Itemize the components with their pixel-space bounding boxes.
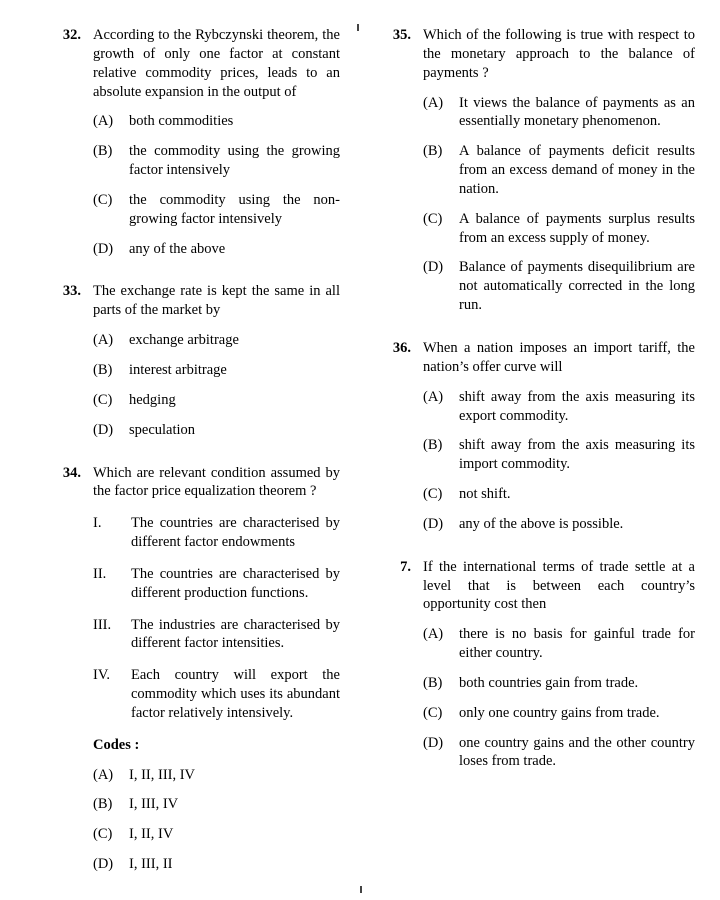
option-d bbox=[423, 734, 695, 772]
option-text: hedging bbox=[129, 391, 176, 408]
option-label: (A) bbox=[93, 332, 114, 349]
question-text: When a nation imposes an import tariff, the nation’s offer curve will bbox=[423, 339, 695, 375]
option-text: A balance of payments deficit results from an excess demand of money in the nation. bbox=[459, 143, 695, 197]
option-c bbox=[93, 391, 340, 410]
option-text: any of the above bbox=[129, 240, 226, 257]
question-33 bbox=[55, 282, 340, 439]
option-text: It views the balance of payments as an essentially monetary phenomenon. bbox=[459, 94, 695, 130]
option-text: I, II, III, IV bbox=[129, 766, 196, 783]
option-text: the commodity using the non-growing factor intensively bbox=[129, 191, 340, 227]
option-label: (D) bbox=[423, 734, 444, 751]
question-body bbox=[423, 558, 695, 772]
option-c bbox=[93, 191, 340, 229]
option-text: there is no basis for gainful trade for either country. bbox=[459, 626, 695, 662]
option-text: only one country gains from trade. bbox=[459, 704, 660, 721]
statement-iv bbox=[93, 666, 340, 723]
option-b bbox=[93, 795, 340, 814]
option-label: (D) bbox=[423, 259, 444, 276]
option-label: (C) bbox=[93, 391, 113, 408]
option-text: Balance of payments disequilibrium are not automatically corrected in the long run. bbox=[459, 259, 695, 314]
question-number: 34. bbox=[62, 464, 81, 481]
option-d bbox=[93, 240, 340, 259]
question-36 bbox=[385, 339, 695, 534]
option-text: the commodity using the growing factor intensively bbox=[129, 143, 340, 179]
option-b bbox=[423, 436, 695, 474]
option-b bbox=[423, 674, 695, 693]
option-text: both countries gain from trade. bbox=[459, 674, 639, 691]
question-text: Which are relevant condition assumed by the factor price equalization theorem ? bbox=[93, 464, 340, 500]
option-text: A balance of payments surplus results from an excess supply of money. bbox=[459, 210, 695, 246]
fold-tick-bottom-icon bbox=[360, 886, 362, 893]
option-a bbox=[423, 388, 695, 426]
statement-label: II. bbox=[93, 565, 107, 582]
statement-iii bbox=[93, 616, 340, 654]
option-label: (B) bbox=[93, 143, 113, 160]
option-label: (C) bbox=[423, 486, 443, 503]
option-c bbox=[423, 704, 695, 723]
statement-text: The industries are characterised by different factor intensities. bbox=[131, 616, 340, 652]
option-label: (B) bbox=[423, 437, 443, 454]
option-label: (C) bbox=[423, 210, 443, 227]
option-label: (D) bbox=[93, 240, 114, 257]
option-text: both commodities bbox=[129, 113, 234, 130]
option-text: exchange arbitrage bbox=[129, 332, 239, 349]
statement-text: Each country will export the commodity which uses its abundant factor relatively intensively. bbox=[131, 667, 340, 721]
option-label: (B) bbox=[423, 674, 443, 691]
option-label: (A) bbox=[423, 626, 444, 643]
option-c bbox=[423, 210, 695, 248]
question-34 bbox=[55, 464, 340, 875]
option-label: (A) bbox=[93, 113, 114, 130]
option-label: (B) bbox=[93, 796, 113, 813]
option-d bbox=[93, 421, 340, 440]
question-35 bbox=[385, 26, 695, 315]
option-b bbox=[423, 142, 695, 199]
option-text: not shift. bbox=[459, 486, 511, 503]
option-label: (D) bbox=[93, 421, 114, 438]
option-label: (A) bbox=[93, 766, 114, 783]
option-text: I, II, IV bbox=[129, 826, 174, 843]
question-32 bbox=[55, 26, 340, 258]
question-text: Which of the following is true with respect to the monetary approach to the balance of payments ? bbox=[423, 27, 695, 81]
option-text: any of the above is possible. bbox=[459, 515, 624, 532]
question-number: 7. bbox=[400, 558, 411, 575]
question-body bbox=[93, 464, 340, 875]
option-text: shift away from the axis measuring its import commodity. bbox=[459, 437, 695, 473]
question-number: 32. bbox=[62, 27, 81, 43]
option-a bbox=[93, 766, 340, 785]
option-d bbox=[423, 515, 695, 534]
question-number: 36. bbox=[392, 339, 411, 356]
option-label: (C) bbox=[93, 826, 113, 843]
option-label: (A) bbox=[423, 94, 444, 111]
option-a bbox=[423, 625, 695, 663]
option-text: speculation bbox=[129, 421, 196, 438]
question-body bbox=[423, 26, 695, 315]
option-label: (C) bbox=[93, 191, 113, 208]
question-number: 35. bbox=[392, 27, 411, 43]
question-7 bbox=[385, 558, 695, 772]
question-text: If the international terms of trade settle at a level that is between each country’s opportunity cost then bbox=[423, 558, 695, 613]
statement-ii bbox=[93, 565, 340, 603]
option-d bbox=[423, 258, 695, 315]
question-body bbox=[423, 339, 695, 534]
option-d bbox=[93, 855, 340, 874]
codes-label: Codes : bbox=[93, 736, 140, 753]
option-label: (A) bbox=[423, 388, 444, 405]
option-c bbox=[423, 485, 695, 504]
question-body bbox=[93, 26, 340, 258]
option-b bbox=[93, 142, 340, 180]
question-text: The exchange rate is kept the same in all parts of the market by bbox=[93, 283, 340, 319]
statement-i bbox=[93, 514, 340, 552]
option-text: shift away from the axis measuring its export commodity. bbox=[459, 388, 695, 424]
question-number: 33. bbox=[62, 283, 81, 300]
option-a bbox=[423, 94, 695, 132]
right-column bbox=[385, 26, 695, 892]
option-a bbox=[93, 112, 340, 131]
option-label: (B) bbox=[93, 361, 113, 378]
option-label: (D) bbox=[93, 856, 114, 873]
question-body bbox=[93, 282, 340, 439]
option-label: (C) bbox=[423, 704, 443, 721]
option-c bbox=[93, 825, 340, 844]
statement-label: III. bbox=[93, 616, 112, 633]
option-text: one country gains and the other country loses from trade. bbox=[459, 734, 695, 770]
statement-label: I. bbox=[93, 515, 102, 532]
left-column bbox=[55, 26, 340, 892]
option-label: (D) bbox=[423, 515, 444, 532]
option-b bbox=[93, 361, 340, 380]
statement-text: The countries are characterised by different factor endowments bbox=[131, 515, 340, 551]
option-text: I, III, IV bbox=[129, 796, 179, 813]
option-text: interest arbitrage bbox=[129, 361, 227, 378]
option-label: (B) bbox=[423, 143, 443, 160]
option-a bbox=[93, 331, 340, 350]
fold-tick-top-icon bbox=[357, 24, 359, 31]
option-text: I, III, II bbox=[129, 856, 173, 873]
statement-text: The countries are characterised by different production functions. bbox=[131, 565, 340, 601]
statement-label: IV. bbox=[93, 667, 111, 684]
question-text: According to the Rybczynski theorem, the growth of only one factor at constant relative commodity prices, leads to an absolute expansion in the output of bbox=[93, 27, 340, 100]
